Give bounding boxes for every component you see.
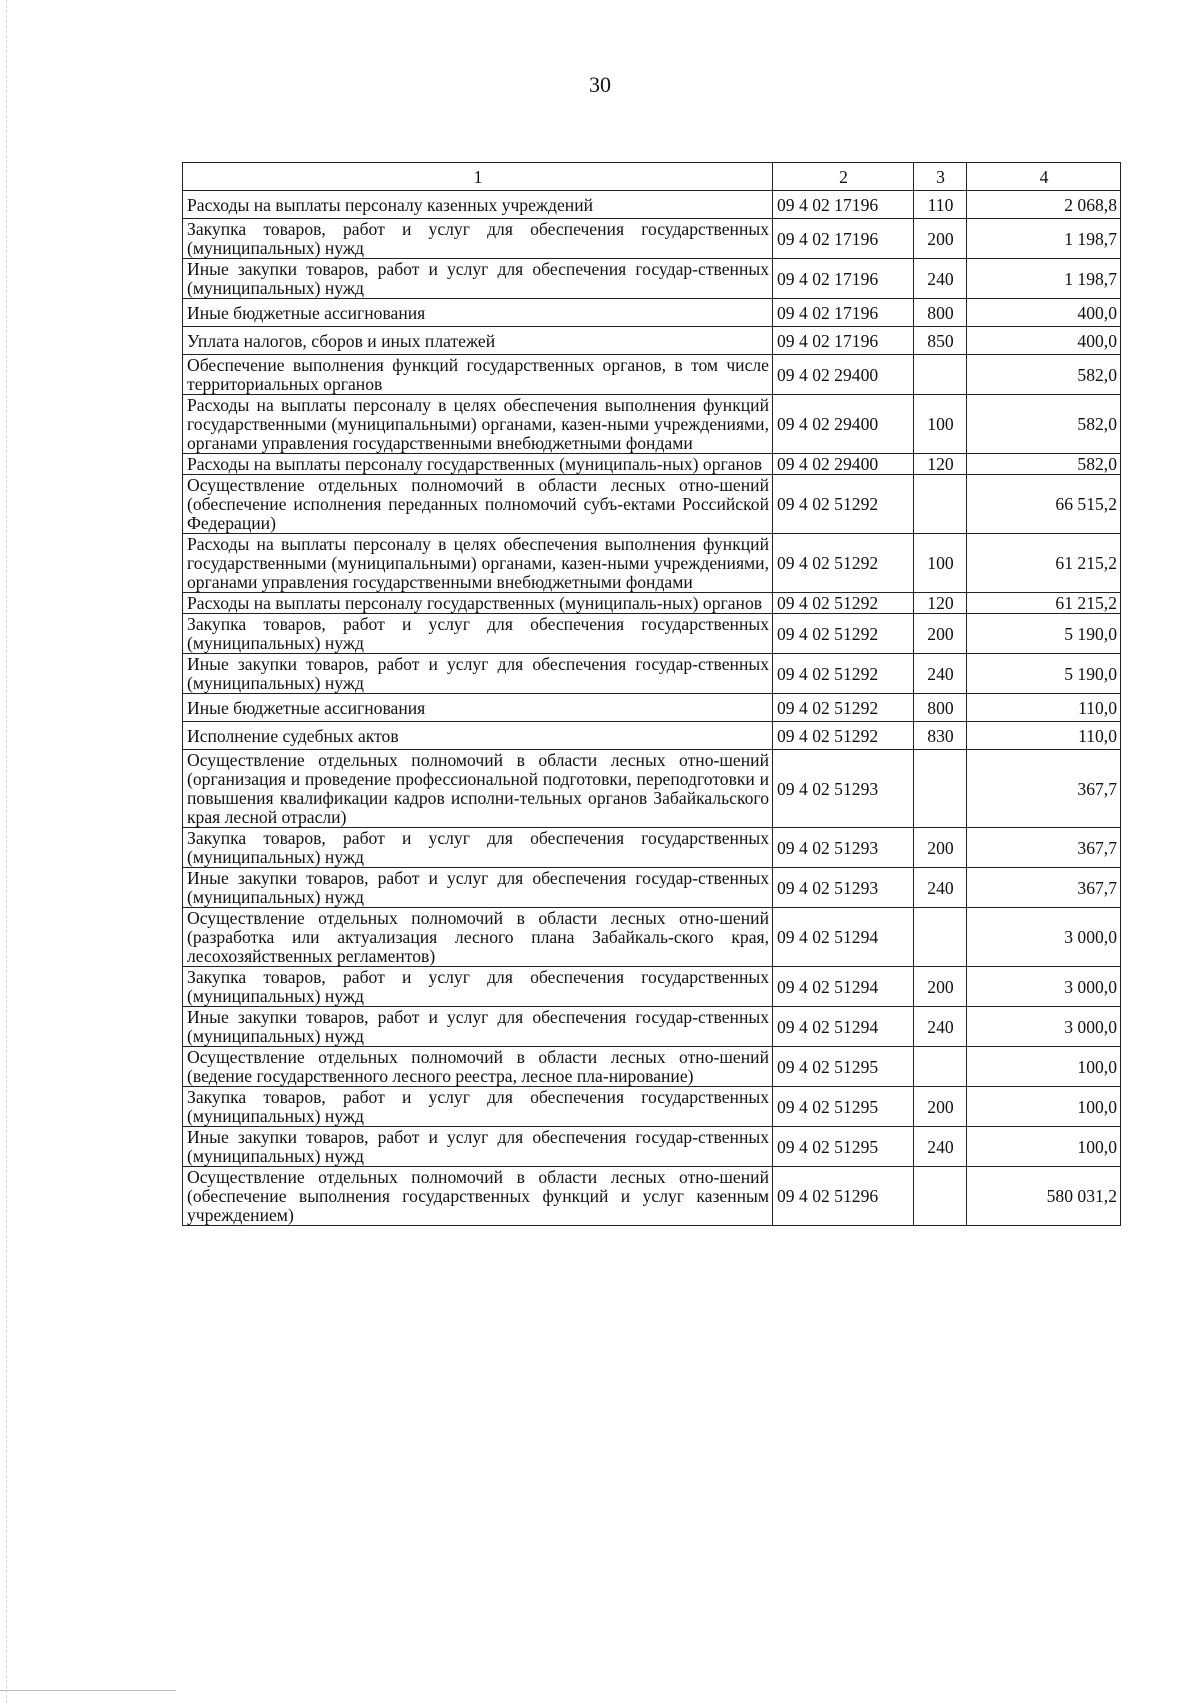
table-body: [183, 191, 1121, 1226]
budget-table: [182, 162, 1121, 1226]
row-expense-type: [914, 355, 967, 395]
row-amount: 367,7: [967, 868, 1121, 908]
table-row: [183, 219, 1121, 259]
table-row: [183, 593, 1121, 614]
table-row: [183, 614, 1121, 654]
table-row: [183, 1087, 1121, 1127]
row-code: 09 4 02 17196: [773, 259, 914, 299]
row-code: 09 4 02 17196: [773, 191, 914, 219]
scan-edge: [0, 0, 7, 1703]
table-row: [183, 868, 1121, 908]
row-name: Закупка товаров, работ и услуг для обеспечения государственных (муниципальных) нужд: [183, 614, 773, 654]
row-name: Исполнение судебных актов: [183, 722, 773, 750]
table-header: [183, 163, 1121, 191]
row-name: Закупка товаров, работ и услуг для обеспечения государственных (муниципальных) нужд: [183, 828, 773, 868]
row-code: 09 4 02 51292: [773, 694, 914, 722]
table-row: [183, 355, 1121, 395]
row-code: 09 4 02 51292: [773, 593, 914, 614]
table-row: [183, 654, 1121, 694]
row-expense-type: [914, 1167, 967, 1226]
row-expense-type: 240: [914, 1007, 967, 1047]
row-expense-type: 200: [914, 614, 967, 654]
table-row: [183, 191, 1121, 219]
row-name: Уплата налогов, сборов и иных платежей: [183, 327, 773, 355]
row-name: Закупка товаров, работ и услуг для обеспечения государственных (муниципальных) нужд: [183, 1087, 773, 1127]
header-row: [183, 163, 1121, 191]
row-name: Осуществление отдельных полномочий в области лесных отно-шений (обеспечение исполнения переданных полномочий субъ-ектами Российской Федерации): [183, 475, 773, 534]
row-code: 09 4 02 17196: [773, 327, 914, 355]
row-code: 09 4 02 51292: [773, 534, 914, 593]
table-row: [183, 967, 1121, 1007]
row-expense-type: 240: [914, 654, 967, 694]
row-amount: 3 000,0: [967, 967, 1121, 1007]
scan-mark: [0, 1690, 176, 1691]
row-code: 09 4 02 51294: [773, 908, 914, 967]
table-row: [183, 259, 1121, 299]
row-expense-type: 830: [914, 722, 967, 750]
row-amount: 580 031,2: [967, 1167, 1121, 1226]
row-amount: 66 515,2: [967, 475, 1121, 534]
row-expense-type: 800: [914, 694, 967, 722]
row-expense-type: 240: [914, 868, 967, 908]
table-row: [183, 299, 1121, 327]
row-name: Расходы на выплаты персоналу государственных (муниципаль-ных) органов: [183, 454, 773, 475]
row-code: 09 4 02 29400: [773, 355, 914, 395]
row-code: 09 4 02 51293: [773, 868, 914, 908]
table-row: [183, 750, 1121, 828]
header-col-3: 3: [914, 163, 967, 191]
row-code: 09 4 02 51293: [773, 750, 914, 828]
row-code: 09 4 02 17196: [773, 219, 914, 259]
row-name: Иные закупки товаров, работ и услуг для обеспечения государ-ственных (муниципальных) нужд: [183, 654, 773, 694]
row-amount: 400,0: [967, 299, 1121, 327]
table-row: [183, 722, 1121, 750]
row-code: 09 4 02 51292: [773, 654, 914, 694]
row-amount: 61 215,2: [967, 593, 1121, 614]
row-amount: 3 000,0: [967, 908, 1121, 967]
row-expense-type: 200: [914, 219, 967, 259]
row-name: Иные закупки товаров, работ и услуг для обеспечения государ-ственных (муниципальных) нужд: [183, 868, 773, 908]
row-name: Иные закупки товаров, работ и услуг для обеспечения государ-ственных (муниципальных) нужд: [183, 1007, 773, 1047]
header-col-1: 1: [183, 163, 773, 191]
row-amount: 3 000,0: [967, 1007, 1121, 1047]
table-row: [183, 327, 1121, 355]
table-row: [183, 475, 1121, 534]
row-expense-type: 800: [914, 299, 967, 327]
row-amount: 5 190,0: [967, 654, 1121, 694]
row-name: Иные бюджетные ассигнования: [183, 299, 773, 327]
row-amount: 400,0: [967, 327, 1121, 355]
table-row: [183, 694, 1121, 722]
row-amount: 2 068,8: [967, 191, 1121, 219]
table-row: [183, 534, 1121, 593]
row-name: Закупка товаров, работ и услуг для обеспечения государственных (муниципальных) нужд: [183, 967, 773, 1007]
row-expense-type: 100: [914, 395, 967, 454]
row-expense-type: 100: [914, 534, 967, 593]
table-row: [183, 1007, 1121, 1047]
row-amount: 100,0: [967, 1087, 1121, 1127]
row-name: Иные закупки товаров, работ и услуг для обеспечения государ-ственных (муниципальных) нужд: [183, 259, 773, 299]
row-amount: 582,0: [967, 395, 1121, 454]
row-expense-type: 120: [914, 593, 967, 614]
row-code: 09 4 02 51295: [773, 1047, 914, 1087]
table-row: [183, 395, 1121, 454]
row-expense-type: [914, 475, 967, 534]
row-expense-type: 200: [914, 967, 967, 1007]
row-amount: 367,7: [967, 828, 1121, 868]
row-amount: 582,0: [967, 454, 1121, 475]
row-expense-type: 240: [914, 259, 967, 299]
table-row: [183, 1127, 1121, 1167]
row-name: Осуществление отдельных полномочий в области лесных отно-шений (обеспечение выполнения государственных функций и услуг казенным учреждением): [183, 1167, 773, 1226]
table-row: [183, 1047, 1121, 1087]
row-amount: 100,0: [967, 1127, 1121, 1167]
row-code: 09 4 02 51294: [773, 1007, 914, 1047]
row-name: Расходы на выплаты персоналу казенных учреждений: [183, 191, 773, 219]
table-row: [183, 454, 1121, 475]
row-name: Расходы на выплаты персоналу в целях обеспечения выполнения функций государственными (муниципальными) органами, казен-ными учреждениями, органами управления государственными внебюджетными фондами: [183, 395, 773, 454]
row-code: 09 4 02 51292: [773, 722, 914, 750]
row-amount: 582,0: [967, 355, 1121, 395]
row-amount: 1 198,7: [967, 219, 1121, 259]
row-expense-type: 240: [914, 1127, 967, 1167]
row-code: 09 4 02 51292: [773, 614, 914, 654]
row-expense-type: [914, 750, 967, 828]
row-amount: 367,7: [967, 750, 1121, 828]
row-expense-type: 110: [914, 191, 967, 219]
page-number: 30: [589, 72, 611, 97]
row-amount: 100,0: [967, 1047, 1121, 1087]
row-name: Иные бюджетные ассигнования: [183, 694, 773, 722]
header-col-2: 2: [773, 163, 914, 191]
row-code: 09 4 02 51292: [773, 475, 914, 534]
row-code: 09 4 02 51295: [773, 1127, 914, 1167]
row-name: Расходы на выплаты персоналу государственных (муниципаль-ных) органов: [183, 593, 773, 614]
row-expense-type: 120: [914, 454, 967, 475]
row-expense-type: 200: [914, 828, 967, 868]
row-amount: 110,0: [967, 722, 1121, 750]
row-expense-type: 200: [914, 1087, 967, 1127]
row-name: Осуществление отдельных полномочий в области лесных отно-шений (ведение государственного лесного реестра, лесное пла-нирование): [183, 1047, 773, 1087]
row-name: Обеспечение выполнения функций государственных органов, в том числе территориальных органов: [183, 355, 773, 395]
row-code: 09 4 02 29400: [773, 395, 914, 454]
row-amount: 5 190,0: [967, 614, 1121, 654]
table-row: [183, 908, 1121, 967]
row-code: 09 4 02 51294: [773, 967, 914, 1007]
header-col-4: 4: [967, 163, 1121, 191]
table-row: [183, 828, 1121, 868]
row-amount: 1 198,7: [967, 259, 1121, 299]
row-amount: 110,0: [967, 694, 1121, 722]
row-code: 09 4 02 29400: [773, 454, 914, 475]
row-code: 09 4 02 51293: [773, 828, 914, 868]
row-name: Осуществление отдельных полномочий в области лесных отно-шений (разработка или актуализация лесного плана Забайкаль-ского края, лесохозяйственных регламентов): [183, 908, 773, 967]
row-name: Осуществление отдельных полномочий в области лесных отно-шений (организация и проведение профессиональной подготовки, переподготовки и повышения квалификации кадров исполни-тельных органов Забайкальского края лесной отрасли): [183, 750, 773, 828]
row-code: 09 4 02 17196: [773, 299, 914, 327]
row-expense-type: 850: [914, 327, 967, 355]
row-name: Иные закупки товаров, работ и услуг для обеспечения государ-ственных (муниципальных) нужд: [183, 1127, 773, 1167]
row-expense-type: [914, 1047, 967, 1087]
row-code: 09 4 02 51295: [773, 1087, 914, 1127]
row-amount: 61 215,2: [967, 534, 1121, 593]
row-expense-type: [914, 908, 967, 967]
row-code: 09 4 02 51296: [773, 1167, 914, 1226]
table-row: [183, 1167, 1121, 1226]
row-name: Расходы на выплаты персоналу в целях обеспечения выполнения функций государственными (муниципальными) органами, казен-ными учреждениями, органами управления государственными внебюджетными фондами: [183, 534, 773, 593]
row-name: Закупка товаров, работ и услуг для обеспечения государственных (муниципальных) нужд: [183, 219, 773, 259]
